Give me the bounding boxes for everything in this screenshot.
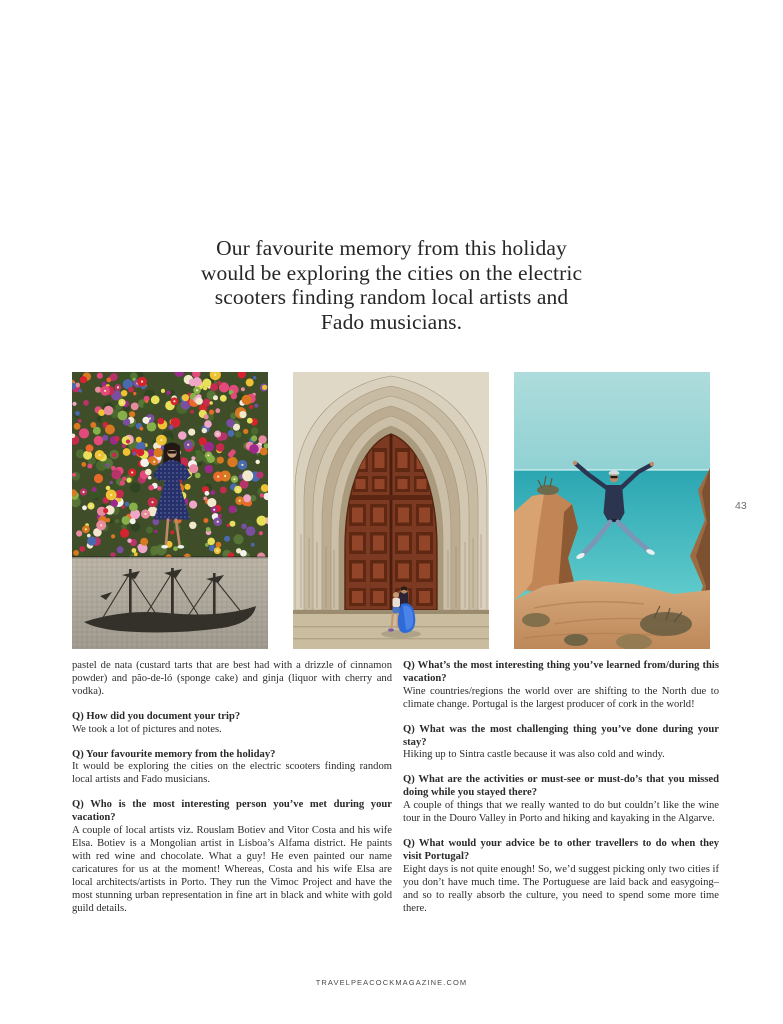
flower-dot	[117, 546, 124, 553]
flower-dot	[207, 538, 215, 546]
flower-dot	[237, 489, 239, 491]
flower-dot	[100, 524, 102, 526]
flower-dot	[246, 379, 254, 387]
flower-dot	[103, 424, 107, 428]
flower-dot	[72, 473, 76, 477]
flower-dot	[81, 462, 86, 467]
flower-dot	[120, 529, 129, 538]
flower-dot	[147, 422, 157, 432]
flower-dot	[229, 505, 237, 513]
flower-dot	[151, 501, 153, 503]
qa-block	[403, 660, 719, 712]
flower-dot	[134, 552, 138, 556]
qa-question: Q) What’s the most interesting thing you’ve learned from/during this vacation?	[403, 660, 719, 684]
flower-dot	[115, 519, 119, 523]
flower-dot	[102, 382, 107, 387]
flower-dot	[196, 389, 198, 391]
pull-quote-line: Our favourite memory from this holiday	[216, 236, 567, 260]
flower-dot	[217, 381, 221, 385]
flower-dot	[253, 376, 257, 380]
flower-dot	[132, 548, 137, 553]
flower-dot	[126, 478, 131, 483]
flower-dot	[228, 430, 235, 437]
flower-dot	[120, 430, 126, 436]
flower-dot	[137, 449, 144, 456]
flower-dot	[207, 498, 216, 507]
flower-dot	[114, 436, 119, 441]
qa-answer: Hiking up to Sintra castle because it was also cold and windy.	[403, 749, 665, 761]
lead-paragraph: pastel de nata (custard tarts that are best had with a drizzle of cinnamon powder) and pão-de-ló (sponge cake) and ginja (liquor with cherry and vodka).	[72, 660, 392, 697]
qa-block	[72, 749, 392, 788]
flower-dot	[153, 461, 155, 463]
flower-dot	[249, 405, 253, 409]
flower-dot	[145, 400, 148, 403]
column-left	[72, 660, 392, 927]
flower-dot	[182, 394, 189, 401]
flower-dot	[242, 395, 252, 405]
flower-dot	[220, 487, 227, 494]
flower-dot	[213, 395, 218, 400]
flower-dot	[257, 516, 267, 526]
pull-quote-line: would be exploring the cities on the electric	[200, 260, 583, 285]
flower-dot	[202, 379, 211, 388]
flower-dot	[83, 400, 89, 406]
flower-dot	[217, 457, 224, 464]
flower-dot	[187, 444, 189, 446]
flower-dot	[241, 387, 245, 391]
flower-dot	[247, 418, 253, 424]
flower-dot	[224, 536, 230, 542]
flower-dot	[158, 418, 165, 425]
flower-dot	[127, 539, 131, 543]
flower-dot	[117, 386, 119, 388]
flower-dot	[122, 477, 126, 481]
flower-dot	[145, 469, 152, 476]
qa-block	[403, 838, 719, 915]
flower-dot	[228, 452, 234, 458]
pull-quote-line: scooters finding random local artists and	[214, 285, 569, 309]
flower-dot	[262, 385, 267, 390]
qa-question: Q) Who is the most interesting person you’ve met during your vacation?	[72, 799, 392, 824]
flower-dot	[251, 427, 258, 434]
flower-dot	[254, 404, 258, 408]
flower-dot	[92, 487, 97, 492]
flower-dot	[78, 419, 82, 423]
flower-dot	[95, 387, 101, 393]
flower-dot	[145, 419, 147, 421]
flower-dot	[173, 400, 175, 402]
flower-dot	[80, 376, 87, 383]
flower-dot	[131, 403, 139, 411]
flower-dot	[105, 463, 109, 467]
flower-dot	[260, 493, 264, 497]
flower-dot	[230, 521, 236, 527]
flower-dot	[235, 431, 242, 438]
photo-cliff-jump	[514, 372, 710, 649]
qa-block	[72, 711, 392, 737]
qa-answer: We took a lot of pictures and notes.	[72, 723, 222, 735]
flower-dot	[191, 456, 195, 460]
qa-answer: Eight days is not quite enough! So, we’d suggest picking only two cities if you don’t have much time. The Portuguese are laid back and easygoing–and so to really absorb the culture, you need to spend some more time there.	[403, 863, 719, 914]
flower-dot	[198, 461, 203, 466]
flower-dot	[106, 518, 110, 522]
flower-dot	[241, 464, 243, 466]
flower-dot	[216, 443, 224, 451]
flower-dot	[220, 395, 227, 402]
flower-dot	[189, 501, 197, 509]
flower-dot	[207, 454, 209, 456]
flower-dot	[215, 408, 220, 413]
qa-answer: It would be exploring the cities on the electric scooters finding random local artists and Fado musicians.	[72, 761, 392, 786]
flower-dot	[118, 411, 128, 421]
flower-dot	[129, 411, 135, 417]
flower-dot	[140, 458, 149, 467]
qa-answer: A couple of things that we really wanted to do but couldn’t like the wine tour in the Douro Valley in Porto and hiking and kayaking in the Algarve.	[403, 800, 719, 825]
flower-dot	[169, 425, 174, 430]
flower-dot	[193, 377, 202, 386]
flower-dot	[115, 490, 124, 499]
flower-dot	[82, 505, 87, 510]
qa-answer: Wine countries/regions the world over are shifting to the North due to climate change. Portugal is the largest producer of cork in the world!	[403, 685, 719, 710]
flower-dot	[256, 460, 260, 464]
flower-dot	[82, 491, 84, 493]
flower-dot	[122, 516, 131, 525]
flower-dot	[87, 464, 92, 469]
flower-dot	[122, 505, 125, 508]
sky	[514, 372, 710, 472]
flower-dot	[259, 531, 263, 535]
flower-dot	[152, 519, 159, 526]
flower-dot	[79, 428, 89, 438]
flower-dot	[97, 373, 103, 379]
flower-dot	[112, 483, 119, 490]
flower-dot	[160, 439, 162, 441]
cliff-jump-illustration	[514, 372, 710, 649]
flower-dot	[144, 513, 146, 515]
qa-question: Q) What are the activities or must-see or must-do’s that you missed doing while you stayed there?	[403, 774, 719, 799]
flower-dot	[246, 526, 256, 536]
flower-dot	[104, 390, 106, 392]
flower-dot	[151, 395, 160, 404]
flower-dot	[231, 393, 237, 399]
qa-block	[403, 724, 719, 763]
flower-dot	[85, 528, 87, 530]
flower-dot	[243, 429, 248, 434]
flower-dot	[204, 420, 212, 428]
flower-dot	[227, 457, 237, 467]
flower-dot	[90, 422, 96, 428]
flower-dot	[198, 400, 200, 402]
cathedral-door-illustration	[293, 372, 489, 649]
flower-dot	[211, 490, 216, 495]
flower-dot	[76, 530, 82, 536]
flower-dot	[236, 548, 241, 553]
flower-dot	[213, 509, 215, 511]
flower-dot	[110, 481, 113, 484]
flower-dot	[131, 471, 133, 473]
flower-dot	[188, 429, 195, 436]
flower-dot	[210, 383, 218, 391]
flower-dot	[202, 428, 207, 433]
flower-dot	[111, 534, 115, 538]
pull-quote	[0, 236, 783, 334]
flower-dot	[258, 435, 266, 443]
qa-block	[403, 774, 719, 826]
flower-dot	[217, 476, 219, 478]
flower-dot	[123, 448, 131, 456]
flower-dot	[74, 423, 81, 430]
flower-dot	[173, 546, 178, 551]
flower-dot	[184, 484, 190, 490]
flower-dot	[226, 419, 234, 427]
flower-dot	[154, 530, 157, 533]
qa-question: Q) What was the most challenging thing you’ve done during your stay?	[403, 723, 719, 748]
flower-dot	[104, 406, 113, 415]
flower-dot	[157, 486, 162, 491]
flower-dot	[129, 503, 138, 512]
column-right	[403, 660, 719, 927]
flower-dot	[218, 514, 222, 518]
flower-dot	[132, 452, 136, 456]
flower-dot	[125, 502, 130, 507]
flower-dot	[122, 444, 126, 448]
flower-dot	[251, 435, 257, 441]
flower-dot	[205, 465, 213, 473]
flower-dot	[170, 530, 174, 534]
flower-dot	[216, 550, 218, 552]
flower-dot	[192, 524, 194, 526]
flower-dot	[251, 543, 255, 547]
flower-dot	[79, 389, 82, 392]
flower-dot	[83, 451, 92, 460]
qa-question: Q) Your favourite memory from the holiday?	[72, 748, 276, 760]
flower-dot	[94, 474, 103, 483]
flower-dot	[214, 374, 216, 376]
flower-dot	[242, 414, 244, 416]
flower-dot	[224, 475, 226, 477]
flower-dot	[130, 518, 136, 524]
flower-dot	[217, 433, 219, 435]
flower-dot	[111, 470, 121, 480]
flower-dot	[161, 389, 165, 393]
flower-dot	[130, 483, 140, 493]
flower-dot	[206, 527, 211, 532]
flower-dot	[72, 402, 76, 406]
flower-dot	[140, 538, 148, 546]
flower-dot	[205, 491, 210, 496]
flower-dot	[148, 485, 154, 491]
flower-dot	[190, 410, 194, 414]
flower-dot	[103, 508, 108, 513]
flower-dot	[239, 500, 241, 502]
flower-dot	[217, 521, 219, 523]
flower-dot	[99, 454, 101, 456]
qa-answer: A couple of local artists viz. Rouslam Botiev and Vitor Costa and his wife Elsa. Botiev is a Mongolian artist in Lisboa’s Alfama district. He paints with red wine and chocolate. What a guy! He even painted our name caricatures for us at the moment! Whereas, Costa and his wife Elsa are local architects/artists in Porto. They run the Vimoc Project and have the most stunning urban representation in fine art in black and white with gold guild details.	[72, 825, 392, 914]
flower-dot	[249, 444, 259, 454]
flower-dot	[73, 550, 79, 556]
flower-dot	[141, 381, 143, 383]
photo-flower-wall	[72, 372, 268, 649]
flower-dot	[86, 444, 94, 452]
flower-dot	[247, 475, 249, 477]
flower-dot	[133, 392, 136, 395]
flower-dot	[210, 401, 213, 404]
flower-dot	[233, 534, 243, 544]
flower-dot	[204, 414, 209, 419]
flower-dot	[216, 542, 222, 548]
photo-row	[72, 372, 710, 649]
flower-dot	[233, 478, 235, 480]
qa-question: Q) What would your advice be to other travellers to do when they visit Portugal?	[403, 837, 719, 862]
flower-dot	[121, 402, 123, 404]
flower-dot	[79, 546, 85, 552]
flower-dot	[106, 486, 111, 491]
flower-dot	[199, 437, 207, 445]
flower-dot	[96, 460, 107, 471]
flower-dot	[241, 524, 247, 530]
flower-dot	[243, 494, 251, 502]
flower-dot	[178, 431, 187, 440]
flower-dot	[195, 473, 201, 479]
flower-dot	[112, 453, 117, 458]
flower-dot	[75, 411, 80, 416]
photo-cathedral-door	[293, 372, 489, 649]
flower-dot	[128, 387, 134, 393]
qa-block	[72, 799, 392, 915]
footer-url: TRAVELPEACOCKMAGAZINE.COM	[315, 978, 468, 987]
flower-dot	[189, 464, 198, 473]
page-number: 43	[735, 500, 747, 512]
flower-dot	[90, 505, 92, 507]
flower-dot	[257, 472, 264, 479]
flower-dot	[126, 439, 130, 443]
pull-quote-line: Fado musicians.	[320, 309, 463, 334]
flower-dot	[203, 518, 208, 523]
flower-dot	[209, 410, 214, 415]
flower-dot	[260, 448, 268, 456]
flower-dot	[136, 437, 142, 443]
flower-dot	[203, 386, 207, 390]
flower-dot	[146, 527, 153, 534]
flower-dot	[154, 448, 163, 457]
flower-dot	[110, 373, 118, 381]
flower-dot	[140, 427, 144, 431]
flower-wall-illustration	[72, 372, 268, 649]
flower-dot	[94, 436, 104, 446]
flower-dot	[102, 435, 108, 441]
flower-dot	[121, 390, 127, 396]
qa-question: Q) How did you document your trip?	[72, 710, 241, 722]
flower-dot	[87, 536, 96, 545]
flower-dot	[110, 494, 112, 496]
flower-dot	[166, 391, 170, 395]
flower-dot	[120, 480, 125, 485]
flower-dot	[148, 476, 152, 480]
